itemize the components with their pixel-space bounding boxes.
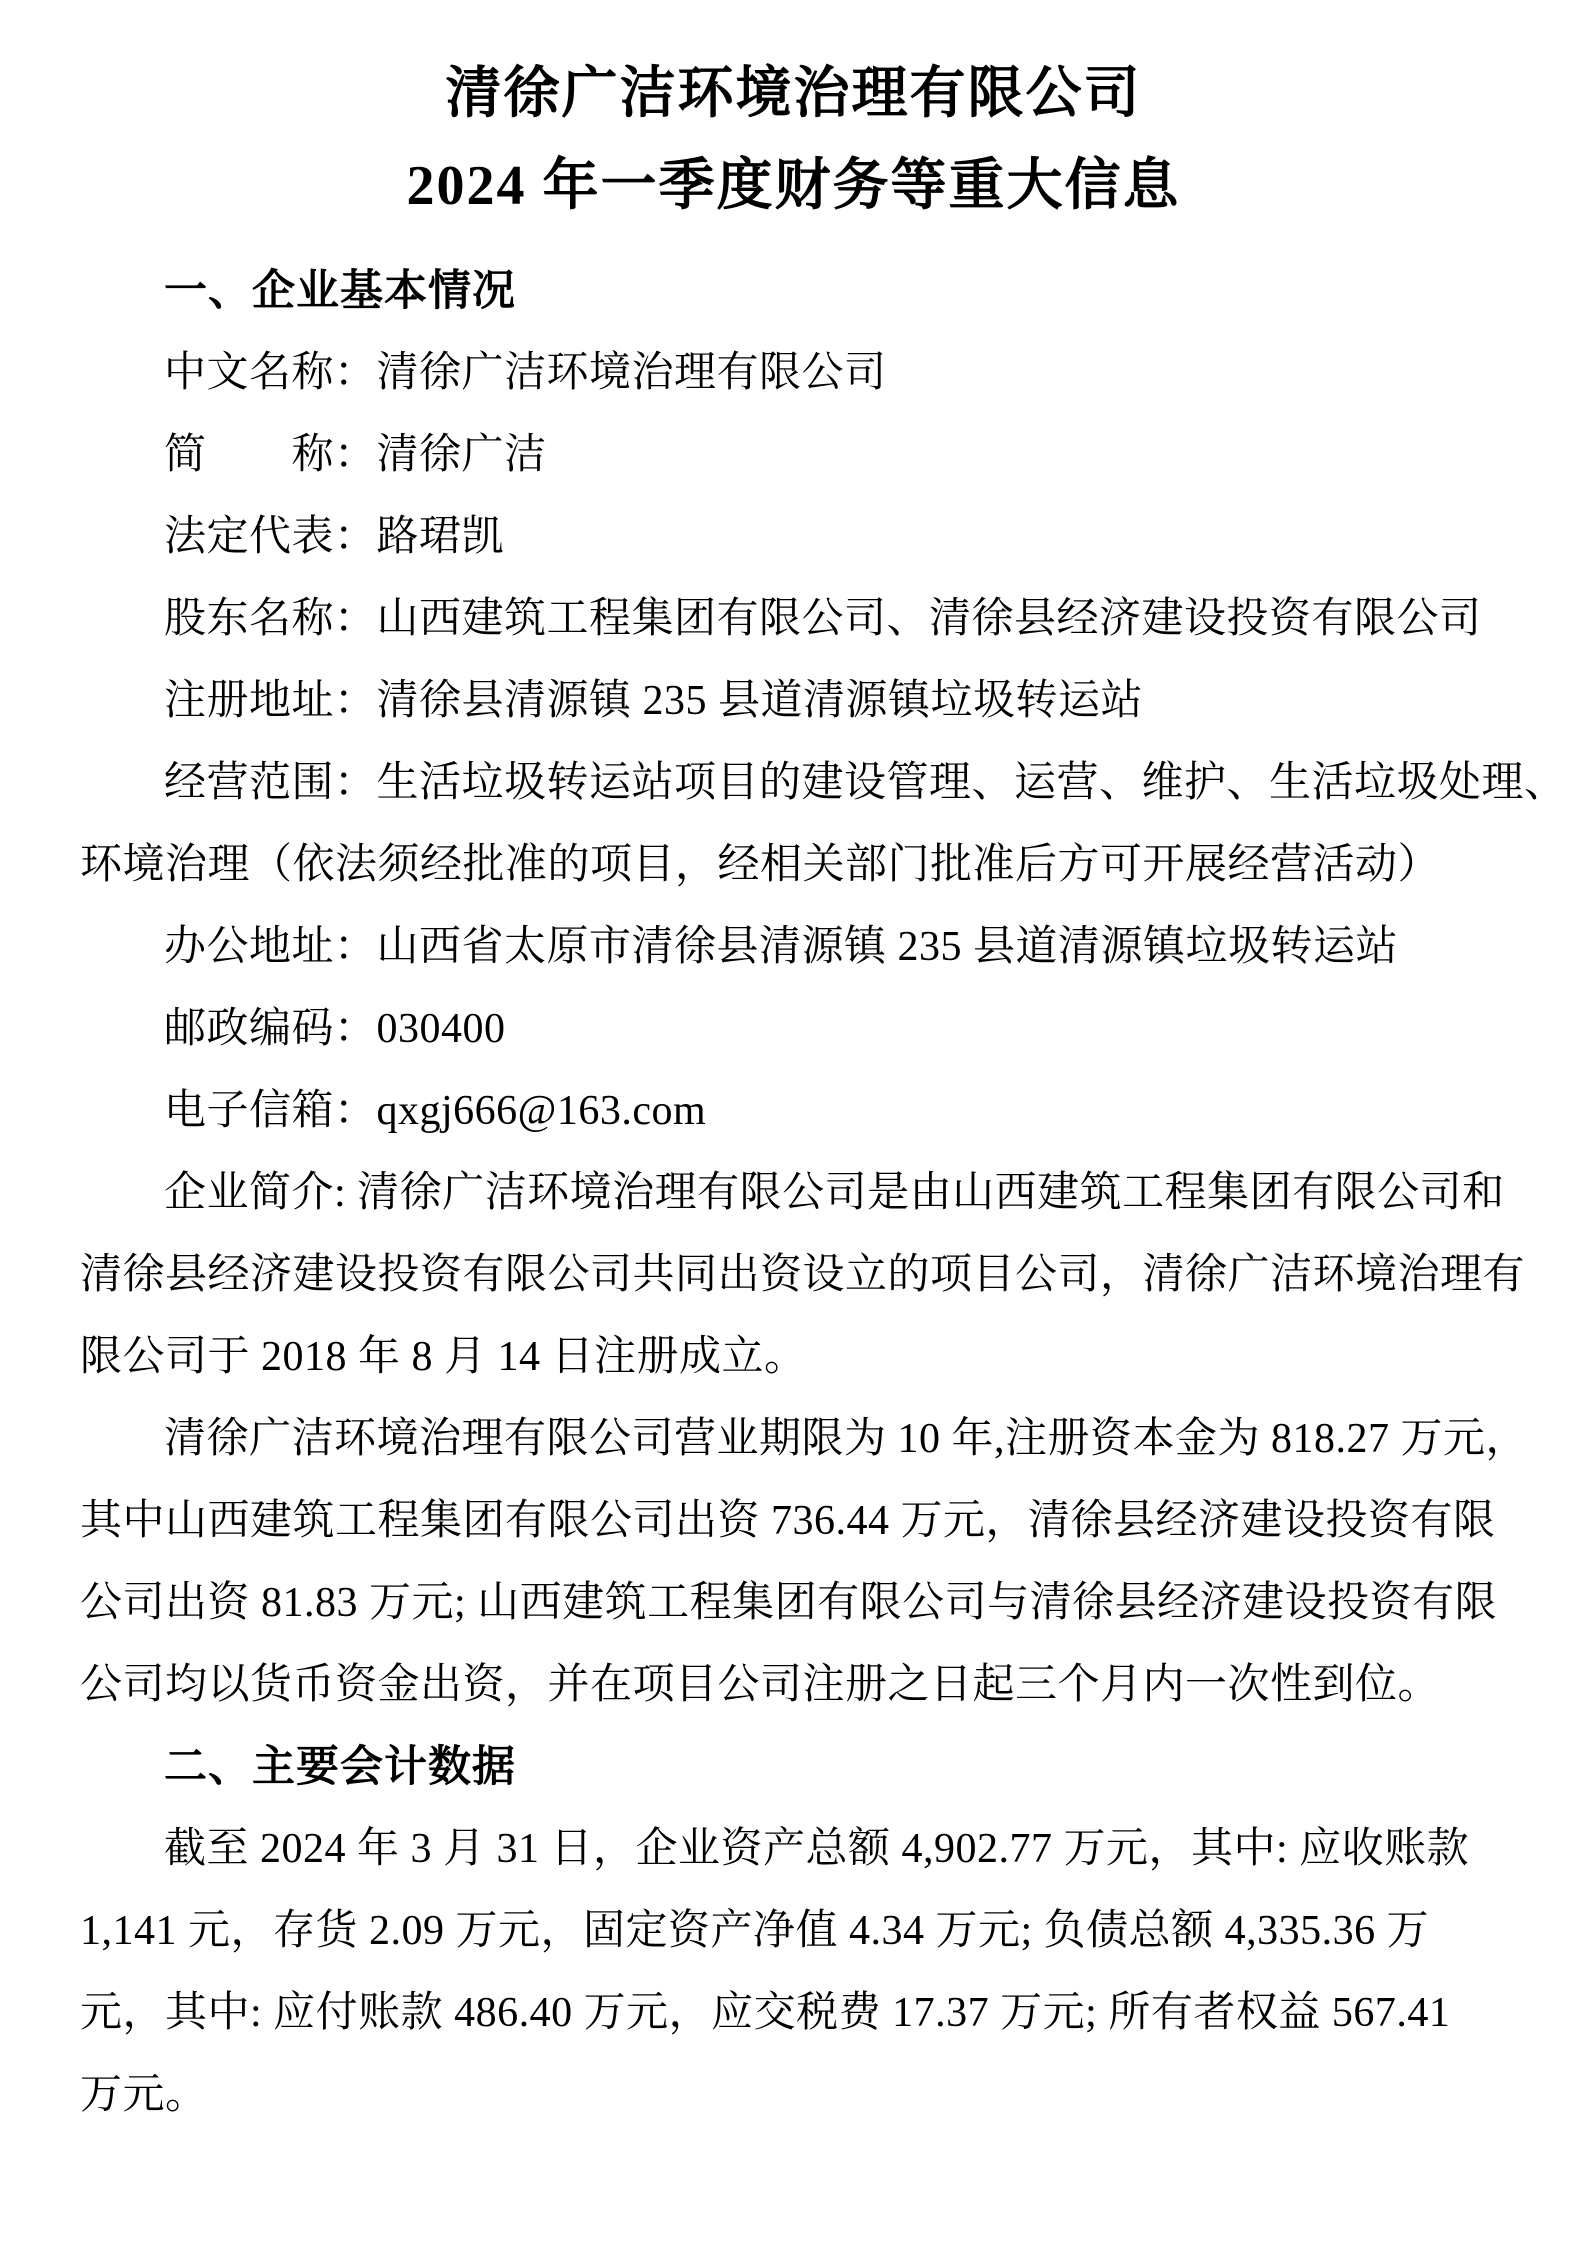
text-line-shareholders: 股东名称：山西建筑工程集团有限公司、清徐县经济建设投资有限公司 xyxy=(164,596,1482,642)
text-line-capital: 清徐广洁环境治理有限公司营业期限为 10 年,注册资本金为 818.27 万元， xyxy=(164,1416,1529,1462)
text-line-email: 电子信箱：qxgj666@163.com xyxy=(164,1088,707,1134)
text-line-accounting-data-cont-2: 元，其中: 应付账款 486.40 万元，应交税费 17.37 万元; 所有者权益 567.41 xyxy=(80,1990,1451,2036)
text-line-accounting-data-cont-3: 万元。 xyxy=(80,2072,208,2118)
document-title-line-1: 清徐广洁环境治理有限公司 xyxy=(445,63,1142,125)
text-line-capital-cont-1: 其中山西建筑工程集团有限公司出资 736.44 万元，清徐县经济建设投资有限 xyxy=(80,1498,1496,1544)
text-line-company-profile: 企业简介: 清徐广洁环境治理有限公司是由山西建筑工程集团有限公司和 xyxy=(164,1170,1505,1216)
text-line-legal-representative: 法定代表：路珺凯 xyxy=(164,514,505,560)
text-line-postal-code: 邮政编码：030400 xyxy=(164,1006,506,1052)
text-line-business-scope-cont: 环境治理（依法须经批准的项目，经相关部门批准后方可开展经营活动） xyxy=(80,842,1441,888)
section-1-heading: 一、企业基本情况 xyxy=(164,267,516,315)
text-line-company-profile-cont-2: 限公司于 2018 年 8 月 14 日注册成立。 xyxy=(80,1334,807,1380)
text-line-capital-cont-2: 公司出资 81.83 万元; 山西建筑工程集团有限公司与清徐县经济建设投资有限 xyxy=(80,1580,1498,1626)
text-line-chinese-name: 中文名称：清徐广洁环境治理有限公司 xyxy=(164,350,887,396)
text-line-business-scope: 经营范围：生活垃圾转运站项目的建设管理、运营、维护、生活垃圾处理、 xyxy=(164,760,1567,806)
text-line-office-address: 办公地址：山西省太原市清徐县清源镇 235 县道清源镇垃圾转运站 xyxy=(164,924,1399,970)
text-line-short-name: 简 称：清徐广洁 xyxy=(164,432,547,478)
text-line-accounting-data-cont-1: 1,141 元，存货 2.09 万元，固定资产净值 4.34 万元; 负债总额 4,335.36 万 xyxy=(80,1908,1430,1954)
document-body xyxy=(0,250,1587,2136)
document-title-block xyxy=(0,0,1587,232)
text-line-company-profile-cont-1: 清徐县经济建设投资有限公司共同出资设立的项目公司，清徐广洁环境治理有 xyxy=(80,1252,1526,1298)
text-line-registered-address: 注册地址：清徐县清源镇 235 县道清源镇垃圾转运站 xyxy=(164,678,1144,724)
text-line-capital-cont-3: 公司均以货币资金出资，并在项目公司注册之日起三个月内一次性到位。 xyxy=(80,1662,1441,1708)
text-line-accounting-data: 截至 2024 年 3 月 31 日，企业资产总额 4,902.77 万元，其中: 应收账款 xyxy=(164,1826,1470,1872)
document-title-line-2: 2024 年一季度财务等重大信息 xyxy=(406,155,1181,217)
section-2-heading: 二、主要会计数据 xyxy=(164,1743,516,1791)
